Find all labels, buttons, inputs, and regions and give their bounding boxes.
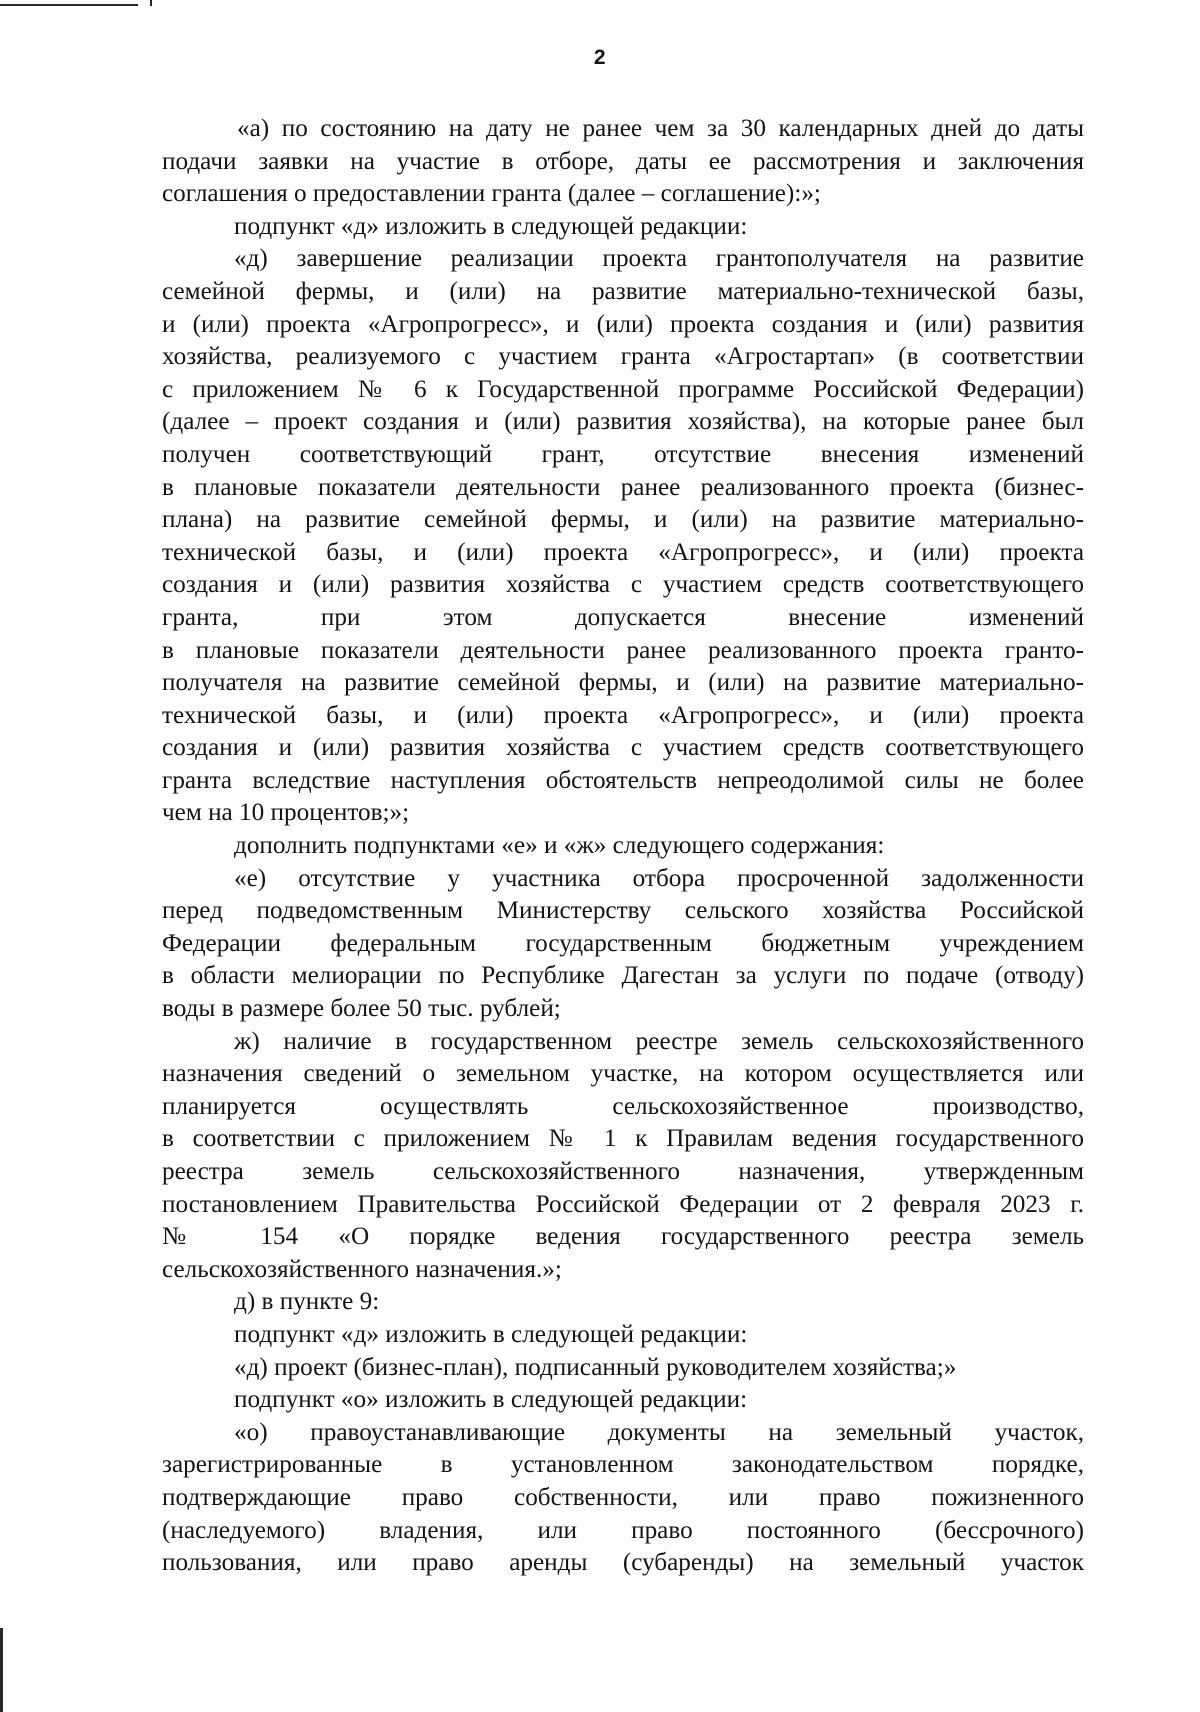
text-line: № 154 «О порядке ведения государственного реестра земель	[162, 1223, 1084, 1251]
text-line: плана) на развитие семейной фермы, и (или) на развитие материально-	[162, 506, 1084, 534]
scan-edge-mark	[0, 4, 138, 6]
text-line: соглашения о предоставлении гранта (далее – соглашение):»;	[162, 180, 821, 208]
text-line: перед подведомственным Министерству сельского хозяйства Российской	[162, 897, 1084, 925]
page-number: 2	[593, 46, 607, 69]
text-line: зарегистрированные в установленном законодательством порядке,	[162, 1451, 1084, 1479]
text-line: Федерации федеральным государственным бюджетным учреждением	[162, 929, 1084, 957]
text-line: с приложением № 6 к Государственной программе Российской Федерации)	[162, 375, 1084, 403]
text-line: в соответствии с приложением № 1 к Правилам ведения государственного	[162, 1125, 1084, 1153]
text-line: подачи заявки на участие в отборе, даты ее рассмотрения и заключения	[162, 147, 1084, 175]
text-line: семейной фермы, и (или) на развитие материально-технической базы,	[162, 277, 1084, 305]
text-line: технической базы, и (или) проекта «Агропрогресс», и (или) проекта	[162, 701, 1084, 729]
text-line: д) в пункте 9:	[234, 1288, 380, 1316]
text-line: воды в размере более 50 тыс. рублей;	[162, 995, 561, 1023]
text-line: назначения сведений о земельном участке, на котором осуществляется или	[162, 1060, 1084, 1088]
text-line: получателя на развитие семейной фермы, и (или) на развитие материально-	[162, 669, 1084, 697]
text-line: постановлением Правительства Российской Федерации от 2 февраля 2023 г.	[162, 1190, 1084, 1218]
text-line: создания и (или) развития хозяйства с участием средств соответствующего	[162, 734, 1084, 762]
text-line: сельскохозяйственного назначения.»;	[162, 1255, 562, 1283]
text-line: технической базы, и (или) проекта «Агропрогресс», и (или) проекта	[162, 538, 1084, 566]
text-line: гранта вследствие наступления обстоятельств непреодолимой силы не более	[162, 766, 1084, 794]
text-line: в плановые показатели деятельности ранее реализованного проекта гранто-	[162, 636, 1084, 664]
text-line: подтверждающие право собственности, или право пожизненного	[162, 1483, 1084, 1511]
scan-edge-mark	[150, 0, 152, 6]
text-line: «о) правоустанавливающие документы на земельный участок,	[234, 1418, 1084, 1446]
text-line: «д) проект (бизнес-план), подписанный руководителем хозяйства;»	[234, 1353, 957, 1381]
scan-edge-mark	[0, 1628, 3, 1712]
text-line: подпункт «д» изложить в следующей редакции:	[234, 212, 748, 240]
text-line: в плановые показатели деятельности ранее реализованного проекта (бизнес-	[162, 473, 1084, 501]
document-body-text	[162, 113, 1084, 1580]
text-line: ж) наличие в государственном реестре земель сельскохозяйственного	[234, 1027, 1084, 1055]
text-line: и (или) проекта «Агропрогресс», и (или) проекта создания и (или) развития	[162, 310, 1084, 338]
text-line: пользования, или право аренды (субаренды) на земельный участок	[162, 1549, 1084, 1577]
text-line: планируется осуществлять сельскохозяйственное производство,	[162, 1092, 1084, 1120]
text-line: (далее – проект создания и (или) развития хозяйства), на которые ранее был	[162, 408, 1084, 436]
text-line: реестра земель сельскохозяйственного назначения, утвержденным	[162, 1158, 1084, 1185]
text-line: «а) по состоянию на дату не ранее чем за 30 календарных дней до даты	[237, 115, 1084, 142]
text-line: «д) завершение реализации проекта грантополучателя на развитие	[234, 245, 1084, 273]
text-line: подпункт «д» изложить в следующей редакции:	[234, 1320, 748, 1348]
text-line: (наследуемого) владения, или право постоянного (бессрочного)	[162, 1516, 1084, 1544]
text-line: получен соответствующий грант, отсутствие внесения изменений	[162, 440, 1084, 468]
text-line: гранта, при этом допускается внесение изменений	[162, 603, 1084, 631]
text-line: создания и (или) развития хозяйства с участием средств соответствующего	[162, 571, 1084, 599]
text-line: в области мелиорации по Республике Дагестан за услуги по подаче (отводу)	[162, 962, 1084, 990]
text-line: подпункт «о» изложить в следующей редакции:	[234, 1386, 748, 1414]
text-line: чем на 10 процентов;»;	[162, 799, 410, 827]
text-line: хозяйства, реализуемого с участием гранта «Агростартап» (в соответствии	[162, 343, 1084, 371]
text-line: «е) отсутствие у участника отбора просроченной задолженности	[234, 864, 1084, 892]
text-line: дополнить подпунктами «е» и «ж» следующего содержания:	[234, 832, 885, 860]
